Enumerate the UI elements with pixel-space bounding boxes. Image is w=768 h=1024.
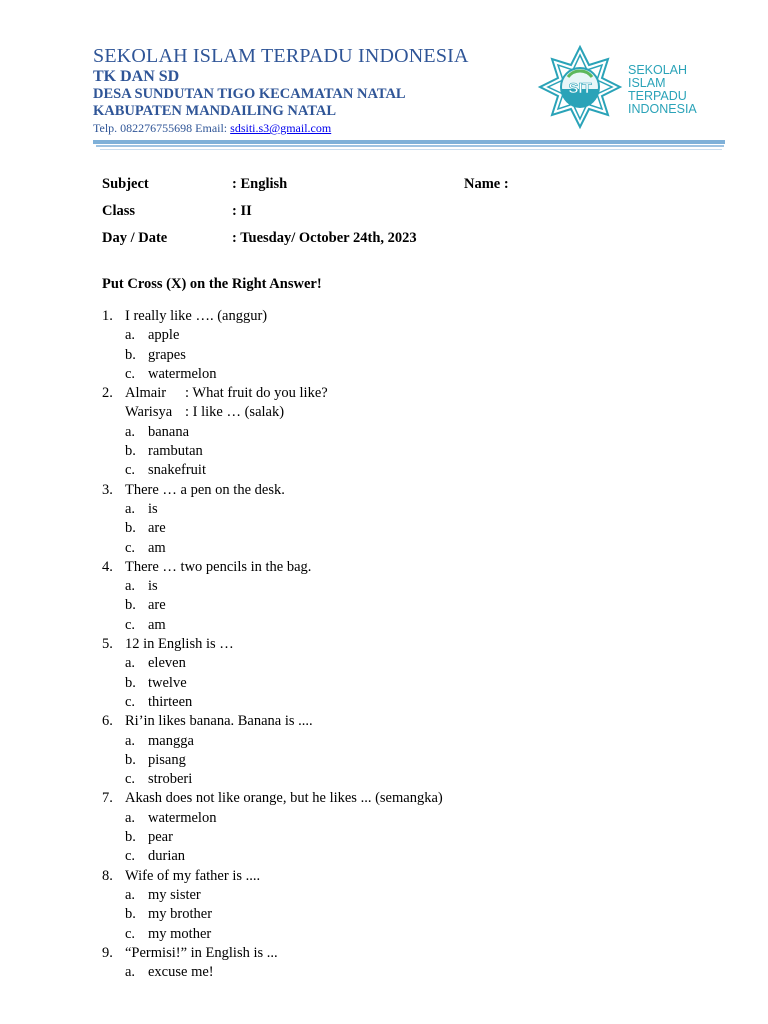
- subject-value: : English: [232, 176, 288, 192]
- question-number: 8.: [102, 867, 113, 884]
- date-value: : Tuesday/ October 24th, 2023: [232, 230, 417, 246]
- name-label: Name :: [464, 176, 509, 192]
- option-text: snakefruit: [148, 462, 206, 479]
- option-text: my mother: [148, 925, 212, 942]
- instruction: Put Cross (X) on the Right Answer!: [102, 276, 322, 292]
- option-text: are: [148, 597, 166, 614]
- option-letter: b.: [125, 597, 136, 614]
- option-letter: b.: [125, 346, 136, 363]
- option-text: my sister: [148, 886, 201, 903]
- option-text: banana: [148, 423, 190, 440]
- question-text: I really like …. (anggur): [125, 308, 268, 324]
- question-number: 4.: [102, 558, 113, 575]
- option-letter: c.: [125, 539, 136, 556]
- subject-label: Subject: [102, 176, 149, 192]
- logo-text-line: ISLAM: [628, 76, 666, 90]
- dialogue-text: : I like … (salak): [185, 404, 285, 421]
- option-text: rambutan: [148, 443, 203, 460]
- question-text: “Permisi!” in English is ...: [125, 944, 278, 961]
- dialogue-speaker: Warisya: [125, 404, 173, 421]
- address-line-1: DESA SUNDUTAN TIGO KECAMATAN NATAL: [93, 86, 406, 102]
- option-letter: a.: [125, 327, 136, 344]
- option-text: durian: [148, 848, 186, 865]
- question-text: There … two pencils in the bag.: [125, 558, 312, 575]
- option-letter: c.: [125, 925, 136, 942]
- logo-text-line: TERPADU: [628, 89, 687, 103]
- option-letter: c.: [125, 771, 136, 788]
- address-line-2: KABUPATEN MANDAILING NATAL: [93, 103, 337, 119]
- logo-text: [628, 64, 697, 116]
- logo-text-line: INDONESIA: [628, 102, 697, 116]
- option-text: pisang: [148, 751, 186, 768]
- option-letter: b.: [125, 751, 136, 768]
- option-text: excuse me!: [148, 964, 214, 981]
- question-text: There … a pen on the desk.: [125, 481, 285, 498]
- option-letter: a.: [125, 500, 136, 517]
- option-letter: a.: [125, 809, 136, 826]
- option-text: grapes: [148, 346, 186, 363]
- question-number: 6.: [102, 713, 113, 730]
- option-letter: b.: [125, 906, 136, 923]
- school-level: TK DAN SD: [93, 68, 180, 85]
- option-text: pear: [148, 829, 173, 846]
- question-text: 12 in English is …: [125, 636, 234, 653]
- question-number: 1.: [102, 308, 113, 324]
- option-letter: b.: [125, 829, 136, 846]
- question-number: 5.: [102, 636, 113, 653]
- letterhead: [93, 44, 469, 135]
- option-letter: b.: [125, 674, 136, 691]
- class-value: : II: [232, 203, 252, 219]
- option-letter: c.: [125, 693, 136, 710]
- dialogue-text: : What fruit do you like?: [185, 385, 328, 402]
- option-text: am: [148, 616, 166, 633]
- option-text: apple: [148, 327, 180, 344]
- option-letter: a.: [125, 655, 136, 672]
- option-letter: a.: [125, 886, 136, 903]
- option-text: thirteen: [148, 693, 193, 710]
- option-text: is: [148, 500, 158, 517]
- option-letter: a.: [125, 732, 136, 749]
- option-letter: a.: [125, 964, 136, 981]
- option-letter: b.: [125, 443, 136, 460]
- option-text: watermelon: [148, 365, 217, 382]
- email-link[interactable]: sdsiti.s3@gmail.com: [230, 121, 332, 135]
- logo-text-line: SEKOLAH: [628, 63, 688, 77]
- question-text: Wife of my father is ....: [125, 867, 261, 884]
- dialogue-speaker: Almair: [125, 385, 167, 402]
- option-letter: c.: [125, 462, 136, 479]
- option-text: stroberi: [148, 771, 193, 788]
- question-text: Akash does not like orange, but he likes ... (semangka): [125, 790, 443, 807]
- option-text: eleven: [148, 655, 186, 672]
- option-text: mangga: [148, 732, 194, 749]
- contact-line: [93, 121, 469, 135]
- question-number: 7.: [102, 790, 113, 807]
- option-text: watermelon: [148, 809, 217, 826]
- option-letter: c.: [125, 365, 136, 382]
- option-text: my brother: [148, 906, 213, 923]
- option-letter: a.: [125, 578, 136, 595]
- header-divider: [96, 145, 724, 147]
- date-label: Day / Date: [102, 230, 168, 246]
- contact-phone: Telp. 082276755698 Email:: [93, 121, 231, 135]
- option-text: twelve: [148, 674, 187, 691]
- option-letter: c.: [125, 616, 136, 633]
- option-text: am: [148, 539, 166, 556]
- question-number: 3.: [102, 481, 113, 498]
- question-text: Ri’in likes banana. Banana is ....: [125, 713, 313, 730]
- school-logo: [530, 44, 630, 130]
- option-letter: a.: [125, 423, 136, 440]
- header-divider: [100, 149, 722, 150]
- option-text: are: [148, 520, 166, 537]
- logo-monogram: SIT: [568, 80, 592, 97]
- class-label: Class: [102, 203, 136, 219]
- question-number: 9.: [102, 944, 113, 961]
- question-number: 2.: [102, 385, 113, 402]
- option-letter: b.: [125, 520, 136, 537]
- option-letter: c.: [125, 848, 136, 865]
- school-name: SEKOLAH ISLAM TERPADU INDONESIA: [93, 45, 469, 67]
- option-text: is: [148, 578, 158, 595]
- header-divider: [93, 140, 725, 144]
